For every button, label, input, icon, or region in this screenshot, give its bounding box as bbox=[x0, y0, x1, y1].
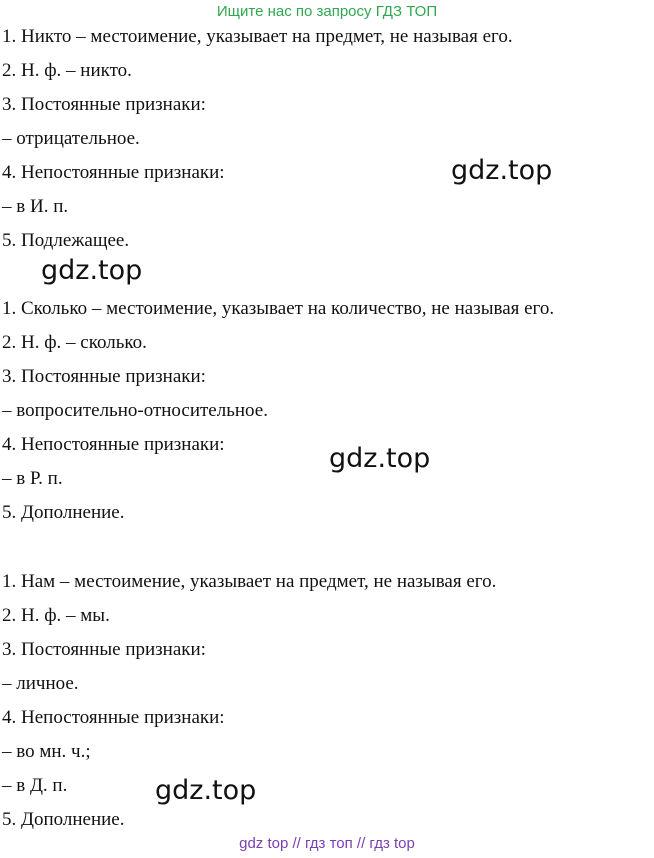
answer-2-line-4: – вопросительно-относительное. bbox=[2, 400, 268, 421]
answer-2-line-5: 4. Непостоянные признаки: bbox=[2, 434, 225, 455]
answer-1-line-5: 4. Непостоянные признаки: bbox=[2, 162, 225, 183]
answer-3-line-4: – личное. bbox=[2, 673, 79, 694]
answer-3-line-7: – в Д. п. bbox=[2, 775, 68, 796]
answer-1-line-3: 3. Постоянные признаки: bbox=[2, 94, 206, 115]
answer-2-line-2: 2. Н. ф. – сколько. bbox=[2, 332, 147, 353]
watermark: gdz.top bbox=[329, 443, 431, 474]
answer-3-line-5: 4. Непостоянные признаки: bbox=[2, 707, 225, 728]
answer-2-line-1: 1. Сколько – местоимение, указывает на количество, не называя его. bbox=[2, 298, 555, 319]
answer-1-line-7: 5. Подлежащее. bbox=[2, 230, 130, 251]
watermark: gdz.top bbox=[155, 775, 257, 806]
answer-2-line-7: 5. Дополнение. bbox=[2, 502, 125, 523]
answer-3-line-3: 3. Постоянные признаки: bbox=[2, 639, 206, 660]
footer-banner: gdz top // гдз топ // гдз top bbox=[239, 835, 415, 852]
answer-1-line-1: 1. Никто – местоимение, указывает на предмет, не называя его. bbox=[2, 26, 513, 47]
answer-1-line-6: – в И. п. bbox=[2, 196, 69, 217]
answer-3-line-6: – во мн. ч.; bbox=[2, 741, 91, 762]
answer-3-line-1: 1. Нам – местоимение, указывает на предмет, не называя его. bbox=[2, 571, 497, 592]
header-banner: Ищите нас по запросу ГДЗ ТОП bbox=[216, 3, 438, 20]
answer-1-line-4: – отрицательное. bbox=[2, 128, 140, 149]
watermark: gdz.top bbox=[41, 255, 143, 286]
answer-1-line-2: 2. Н. ф. – никто. bbox=[2, 60, 132, 81]
answer-3-line-8: 5. Дополнение. bbox=[2, 809, 125, 830]
answer-2-line-3: 3. Постоянные признаки: bbox=[2, 366, 206, 387]
answer-2-line-6: – в Р. п. bbox=[2, 468, 63, 489]
answer-3-line-2: 2. Н. ф. – мы. bbox=[2, 605, 110, 626]
watermark: gdz.top bbox=[451, 155, 553, 186]
